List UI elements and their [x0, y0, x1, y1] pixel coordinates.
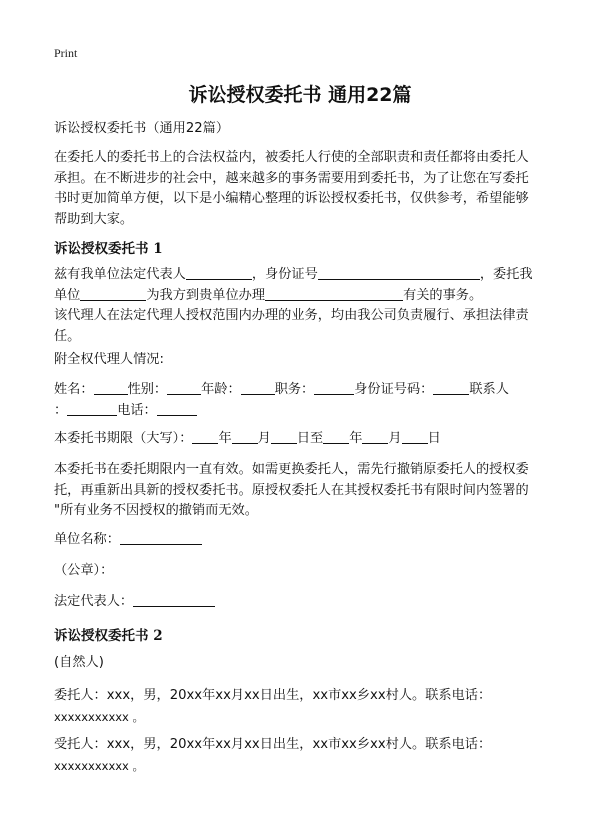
year2-text: 年: [349, 431, 363, 446]
job-label: 职务：: [274, 382, 315, 397]
blank-age: [241, 380, 275, 395]
blank-unit-name: [120, 530, 202, 545]
phone-label: 电话：: [117, 402, 157, 418]
agent-phone: xxxxxxxxxxx 。: [54, 758, 145, 773]
month2-text: 月: [388, 431, 402, 446]
intro-line: 在委托人的委托书上的合法权益内，被委托人行使的全部职责和责任都将由委托人: [54, 150, 529, 165]
client-line: 委托人：xxx，男，20xx年xx月xx日出生，xx市xx乡xx村人。联系电话：: [54, 688, 492, 703]
text-fragment: 为我方到贵单位办理: [146, 287, 266, 303]
text-line: 该代理人在法定代理人授权范围内办理的业务，均由我公司负责履行、承担法律责: [54, 308, 529, 323]
name-label: 姓名：: [54, 382, 94, 397]
unit-name-line: [54, 530, 550, 551]
seal-label: （公章）：: [54, 563, 114, 578]
year-text: 年: [218, 431, 232, 446]
blank-id-number: [318, 265, 480, 280]
validity-line: "所有业务不因授权的撤销而无效。: [54, 503, 258, 518]
term-line: [54, 429, 550, 450]
validity-line: 托，再重新出具新的授权委托书。原授权委托人在其授权委托书有限时间内签署的: [54, 482, 529, 498]
legal-rep-label: 法定代表人：: [54, 594, 134, 609]
text-fragment: 有关的事务。: [403, 287, 483, 303]
agent-paragraph: [54, 735, 550, 776]
blank-id: [433, 380, 469, 395]
blank-legal-rep: [133, 592, 215, 607]
section-heading-1: 诉讼授权委托书 1: [54, 241, 163, 257]
day-to-text: 日至: [296, 431, 324, 446]
blank-contact: [67, 401, 117, 416]
blank-day: [271, 429, 297, 444]
blank-gender: [167, 380, 201, 395]
agent-info-block: [54, 380, 550, 421]
blank-year2: [323, 429, 349, 444]
blank-year: [192, 429, 218, 444]
term-label: 本委托书期限（大写）：: [54, 431, 193, 446]
blank-day2: [402, 429, 428, 444]
gender-label: 性别：: [127, 382, 168, 397]
natural-person-label: (自然人): [54, 655, 104, 670]
agent-line: 受托人：xxx，男，20xx年xx月xx日出生，xx市xx乡xx村人。联系电话：: [54, 737, 492, 752]
blank-unit: [80, 286, 146, 301]
validity-paragraph: [54, 460, 550, 522]
blank-matter: [265, 286, 403, 301]
id-label: 身份证号码：: [354, 382, 434, 397]
age-label: 年龄：: [201, 382, 241, 397]
day2-text: 日: [427, 431, 441, 446]
document-subtitle: 诉讼授权委托书（通用22篇）: [54, 121, 230, 136]
print-link[interactable]: Print: [54, 46, 78, 60]
text-fragment: ，委托我: [479, 267, 533, 282]
authorization-paragraph: [54, 265, 550, 347]
text-fragment: 单位: [54, 287, 81, 303]
blank-phone: [157, 401, 197, 416]
intro-line: 承担。在不断进步的社会中，越来越多的事务需要用到委托书，为了让您在写委托: [54, 170, 529, 186]
text-line: 任。: [54, 328, 81, 344]
month-text: 月: [257, 431, 271, 446]
blank-job: [314, 380, 354, 395]
blank-month2: [362, 429, 388, 444]
blank-representative: [186, 265, 252, 280]
intro-line: 书时更加简单方便，以下是小编精心整理的诉讼授权委托书，仅供参考，希望能够: [54, 191, 529, 206]
section-heading-2: 诉讼授权委托书 2: [54, 628, 163, 644]
document-title: 诉讼授权委托书 通用22篇: [188, 84, 412, 106]
text-fragment: 兹有我单位法定代表人: [54, 267, 186, 282]
legal-rep-line: [54, 592, 550, 613]
blank-month: [232, 429, 258, 444]
intro-line: 帮助到大家。: [54, 211, 134, 227]
contact-label: 联系人: [469, 382, 509, 397]
attachment-label: 附全权代理人情况:: [54, 352, 164, 367]
colon-text: ：: [54, 402, 68, 418]
text-fragment: ，身份证号: [251, 267, 318, 282]
unit-name-label: 单位名称：: [54, 532, 120, 547]
blank-name: [94, 380, 128, 395]
intro-paragraph: [54, 148, 550, 230]
client-phone: xxxxxxxxxxx 。: [54, 709, 145, 724]
validity-line: 本委托书在委托期限内一直有效。如需更换委托人，需先行撤销原委托人的授权委: [54, 462, 529, 477]
client-paragraph: [54, 686, 550, 727]
